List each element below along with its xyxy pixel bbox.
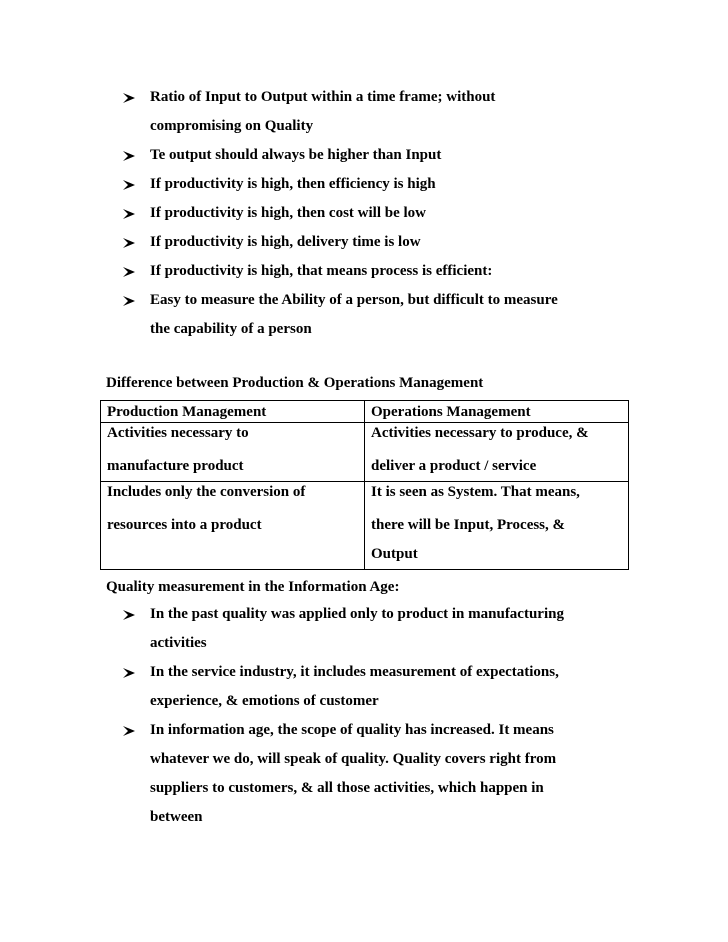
- arrowhead-bullet-icon: [122, 609, 136, 621]
- list-item: [122, 286, 622, 344]
- arrowhead-bullet-icon: [122, 667, 136, 679]
- arrowhead-bullet-icon: [122, 179, 136, 191]
- quality-heading: Quality measurement in the Information Age:: [106, 579, 400, 595]
- bullet-text-line: If productivity is high, then cost will be low: [150, 205, 426, 221]
- bullet-text-line: In the past quality was applied only to product in manufacturing: [150, 606, 564, 622]
- bullet-text-line: compromising on Quality: [150, 118, 314, 134]
- table-row: [101, 423, 629, 482]
- list-item: [122, 83, 622, 141]
- bullet-text-line: the capability of a person: [150, 321, 312, 337]
- bullet-text-line: In information age, the scope of quality has increased. It means: [150, 722, 554, 738]
- table-cell: [101, 482, 365, 570]
- bullet-text-line: experience, & emotions of customer: [150, 693, 379, 709]
- arrowhead-bullet-icon: [122, 92, 136, 104]
- list-item: [122, 658, 622, 716]
- quality-bullet-list: [122, 600, 622, 832]
- cell-text-line: manufacture product: [107, 458, 244, 474]
- comparison-table: [100, 400, 629, 570]
- arrowhead-bullet-icon: [122, 725, 136, 737]
- cell-text-line: Activities necessary to produce, &: [371, 425, 589, 441]
- cell-text-line: resources into a product: [107, 517, 262, 533]
- cell-text-line: there will be Input, Process, &: [371, 517, 566, 533]
- bullet-text-line: whatever we do, will speak of quality. Quality covers right from: [150, 751, 557, 767]
- table-cell: [101, 423, 365, 482]
- table-header-row: [101, 401, 629, 423]
- arrowhead-bullet-icon: [122, 208, 136, 220]
- bullet-text-line: In the service industry, it includes measurement of expectations,: [150, 664, 559, 680]
- bullet-text-line: Ratio of Input to Output within a time frame; without: [150, 89, 496, 105]
- header-operations-management: Operations Management: [365, 401, 629, 423]
- cell-text-line: Activities necessary to: [107, 425, 249, 441]
- cell-text-line: Includes only the conversion of: [107, 484, 306, 500]
- header-production-management: Production Management: [101, 401, 365, 423]
- arrowhead-bullet-icon: [122, 237, 136, 249]
- arrowhead-bullet-icon: [122, 266, 136, 278]
- list-item: [122, 141, 622, 170]
- list-item: [122, 199, 622, 228]
- arrowhead-bullet-icon: [122, 150, 136, 162]
- table-cell: [365, 423, 629, 482]
- table-cell: [365, 482, 629, 570]
- bullet-text-line: activities: [150, 635, 207, 651]
- list-item: [122, 716, 622, 832]
- list-item: [122, 228, 622, 257]
- cell-text-line: It is seen as System. That means,: [371, 484, 580, 500]
- list-item: [122, 170, 622, 199]
- bullet-text-line: If productivity is high, then efficiency is high: [150, 176, 436, 192]
- list-item: [122, 600, 622, 658]
- bullet-text-line: If productivity is high, that means process is efficient:: [150, 263, 493, 279]
- cell-text-line: Output: [371, 546, 418, 562]
- bullet-text-line: between: [150, 809, 203, 825]
- bullet-text-line: Easy to measure the Ability of a person, but difficult to measure: [150, 292, 558, 308]
- bullet-text-line: Te output should always be higher than Input: [150, 147, 442, 163]
- bullet-text-line: If productivity is high, delivery time is low: [150, 234, 421, 250]
- table-row: [101, 482, 629, 570]
- difference-heading: Difference between Production & Operations Management: [106, 375, 484, 391]
- cell-text-line: deliver a product / service: [371, 458, 537, 474]
- list-item: [122, 257, 622, 286]
- bullet-text-line: suppliers to customers, & all those activities, which happen in: [150, 780, 544, 796]
- arrowhead-bullet-icon: [122, 295, 136, 307]
- productivity-bullet-list: [122, 83, 622, 344]
